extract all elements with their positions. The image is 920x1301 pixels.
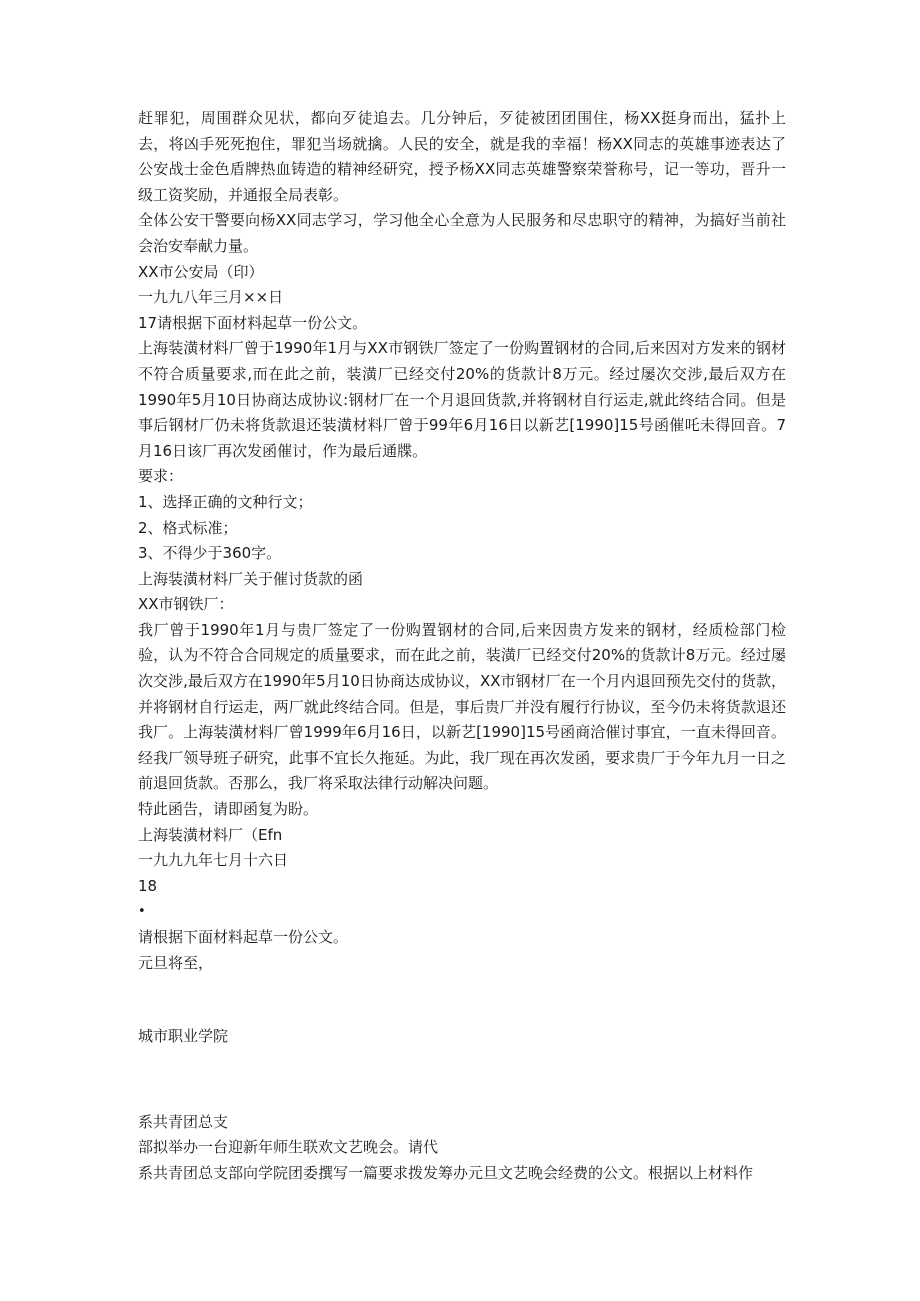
requirement-1: 1、选择正确的文种行文； bbox=[138, 492, 313, 511]
question-18-number: 18 bbox=[138, 876, 158, 895]
requirement-2: 2、格式标准； bbox=[138, 518, 238, 537]
requirements-title: 要求： bbox=[138, 467, 184, 486]
question-17: 17请根据下面材料起草一份公文。 bbox=[138, 313, 368, 332]
date-1998: 一九九八年三月××日 bbox=[138, 288, 284, 307]
letter-addressee: XX市钢铁厂： bbox=[138, 595, 234, 614]
question-18-text: 请根据下面材料起草一份公文。 bbox=[138, 928, 349, 946]
line-new-year: 元旦将至， bbox=[138, 953, 214, 972]
document-content bbox=[138, 106, 786, 1187]
line-college: 城市职业学院 bbox=[138, 1027, 229, 1046]
bullet-point: • bbox=[138, 904, 146, 920]
date-1999: 一九九九年七月十六日 bbox=[138, 851, 289, 870]
signature-factory: 上海装潢材料厂（Efn bbox=[138, 825, 283, 844]
signature-police-bureau: XX市公安局（印） bbox=[138, 262, 264, 281]
paragraph-material-17: 上海装潢材料厂曾于1990年1月与XX市钢铁厂签定了一份购置钢材的合同,后来因对方发来的钢材不符合质量要求,而在此之前，装潢厂已经交付20%的货款计8万元。经过屡次交涉,最后双方在1990年5月10日协商达成协议:钢材厂在一个月退回货款,并将钢材自行运走,就此终结合同。但是事后钢材厂仍未将货款退还装潢材料厂曾于99年6月16日以新艺[1990]15号函催吒未得回音。7月16日该厂再次发函催讨，作为最后通牒。 bbox=[138, 339, 786, 460]
line-league-branch: 系共青团总支 bbox=[138, 1112, 229, 1131]
line-final-instruction: 系共青团总支部向学院团委撰写一篇要求拨发筹办元旦文艺晚会经费的公文。根据以上材料作 bbox=[138, 1163, 754, 1182]
paragraph-hero-deeds: 赶罪犯，周围群众见状，都向歹徒追去。几分钟后，歹徒被团团围住，杨XX挺身而出，猛扑上去，将凶手死死抱住，罪犯当场就擒。人民的安全，就是我的幸福！杨XX同志的英雄事迹表达了公安战士金色盾牌热血铸造的精神经研究，授予杨XX同志英雄警察荣誉称号，记一等功，晋升一级工资奖励，并通报全局表彰。 bbox=[138, 109, 786, 204]
letter-title: 上海装潢材料厂关于催讨货款的函 bbox=[138, 569, 364, 588]
blank-space bbox=[138, 1050, 786, 1110]
line-party-plan: 部拟举办一台迎新年师生联欢文艺晚会。请代 bbox=[138, 1138, 439, 1157]
letter-closing: 特此函告，请即函复为盼。 bbox=[138, 800, 319, 819]
letter-body: 我厂曾于1990年1月与贵厂签定了一份购置钢材的合同,后来因贵方发来的钢材，经质检部门检验，认为不符合合同规定的质量要求，而在此之前，装潢厂已经交付20%的货款计8万元。经过屡次交涉,最后双方在1990年5月10日协商达成协议，XX市钢材厂在一个月内退回预先交付的货款，并将钢材自行运走，两厂就此终结合同。但是，事后贵厂并没有履行行协议，至今仍未将货款退还我厂。上海装潢材料厂曾1999年6月16日，以新艺[1990]15号函商洽催讨事宜，一直未得回音。经我厂领导班子研究，此事不宜长久拖延。为此，我厂现在再次发函，要求贵厂于今年九月一日之前退回货款。否那么，我厂将采取法律行动解决问题。 bbox=[138, 620, 786, 793]
requirement-3: 3、不得少于360字。 bbox=[138, 544, 282, 563]
blank-space bbox=[138, 976, 786, 1024]
paragraph-call-to-learn: 全体公安干警要向杨XX同志学习，学习他全心全意为人民服务和尽忠职守的精神，为搞好当前社会治安奉献力量。 bbox=[138, 211, 786, 255]
